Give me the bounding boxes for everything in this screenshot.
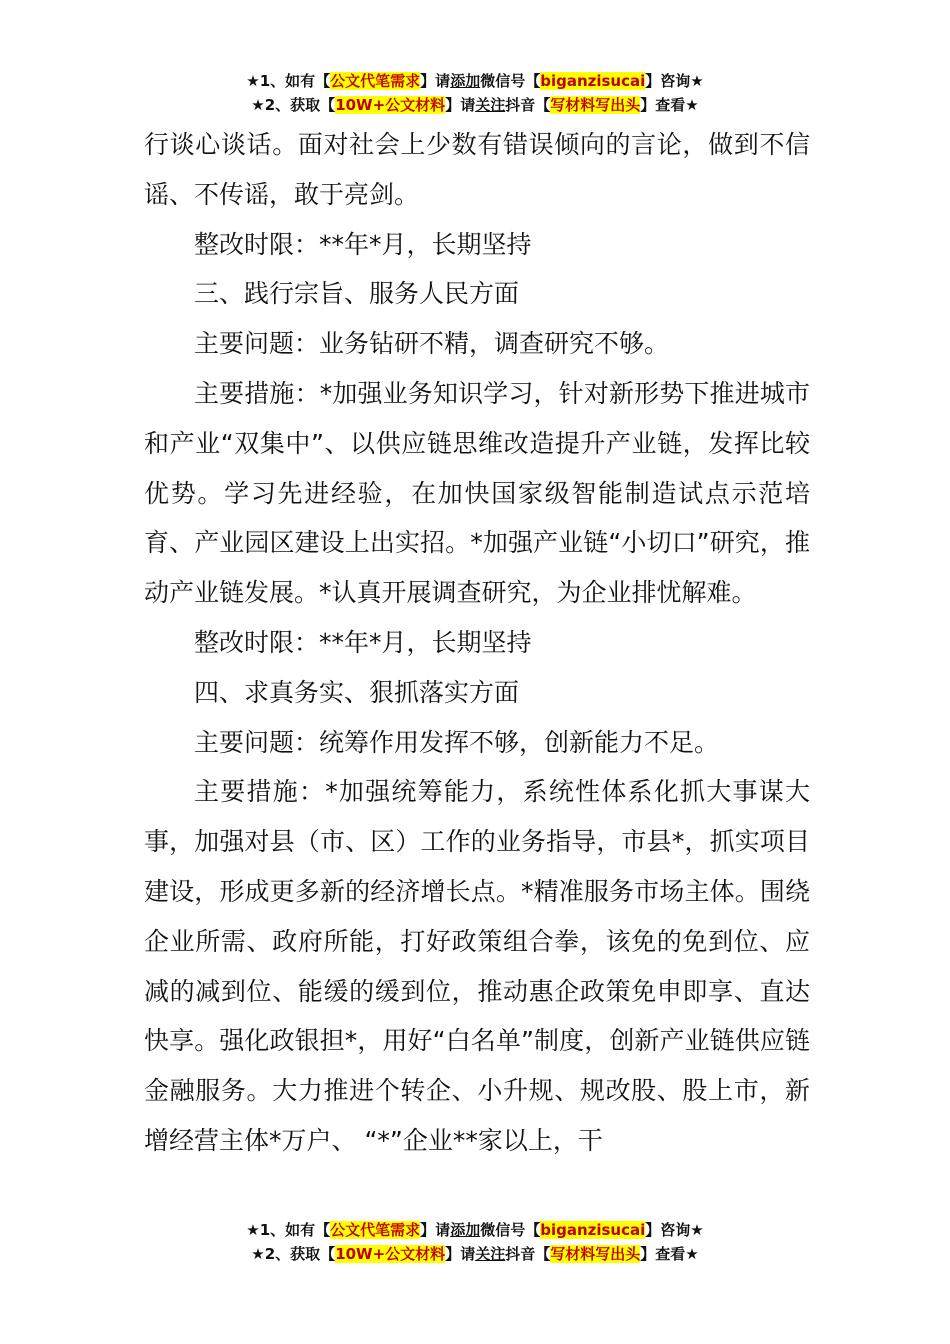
document-body	[144, 120, 810, 1166]
banner-line-2: ★2、获取【10W+公文材料】请关注抖音【写材料写出头】查看★	[251, 96, 699, 114]
banner-line-1: ★1、如有【公文代笔需求】请添加微信号【biganzisucai】咨询★	[246, 72, 704, 90]
paragraph-continued: 行谈心谈话。面对社会上少数有错误倾向的言论，做到不信谣、不传谣，敢于亮剑。	[144, 130, 810, 209]
section-heading-4: 四、求真务实、狠抓落实方面	[194, 677, 520, 707]
paragraph-deadline-1: 整改时限：**年*月，长期坚持	[194, 229, 532, 259]
paragraph-deadline-2: 整改时限：**年*月，长期坚持	[194, 627, 532, 657]
banner-line-2: ★2、获取【10W+公文材料】请关注抖音【写材料写出头】查看★	[251, 1245, 699, 1263]
paragraph-problem-3: 主要问题：业务钻研不精，调查研究不够。	[194, 329, 670, 359]
paragraph-problem-4: 主要问题：统筹作用发挥不够，创新能力不足。	[194, 727, 720, 757]
banner-line-1: ★1、如有【公文代笔需求】请添加微信号【biganzisucai】咨询★	[246, 1221, 704, 1239]
header-banner	[0, 69, 950, 117]
paragraph-measures-3: 主要措施：*加强业务知识学习，针对新形势下推进城市和产业“双集中”、以供应链思维改造提升产业链，发挥比较优势。学习先进经验，在加快国家级智能制造试点示范培育、产业园区建设上出实招。*加强产业链“小切口”研究，推动产业链发展。*认真开展调查研究，为企业排忧解难。	[144, 378, 810, 608]
footer-banner	[0, 1218, 950, 1266]
section-heading-3: 三、践行宗旨、服务人民方面	[194, 279, 520, 309]
paragraph-measures-4: 主要措施：*加强统筹能力，系统性体系化抓大事谋大事，加强对县（市、区）工作的业务指导，市县*，抓实项目建设，形成更多新的经济增长点。*精准服务市场主体。围绕企业所需、政府所能，打好政策组合拳，该免的免到位、应减的减到位、能缓的缓到位，推动惠企政策免申即享、直达快享。强化政银担*，用好“白名单”制度，创新产业链供应链金融服务。大力推进个转企、小升规、规改股、股上市，新增经营主体*万户、 “*”企业**家以上，干	[144, 777, 810, 1155]
